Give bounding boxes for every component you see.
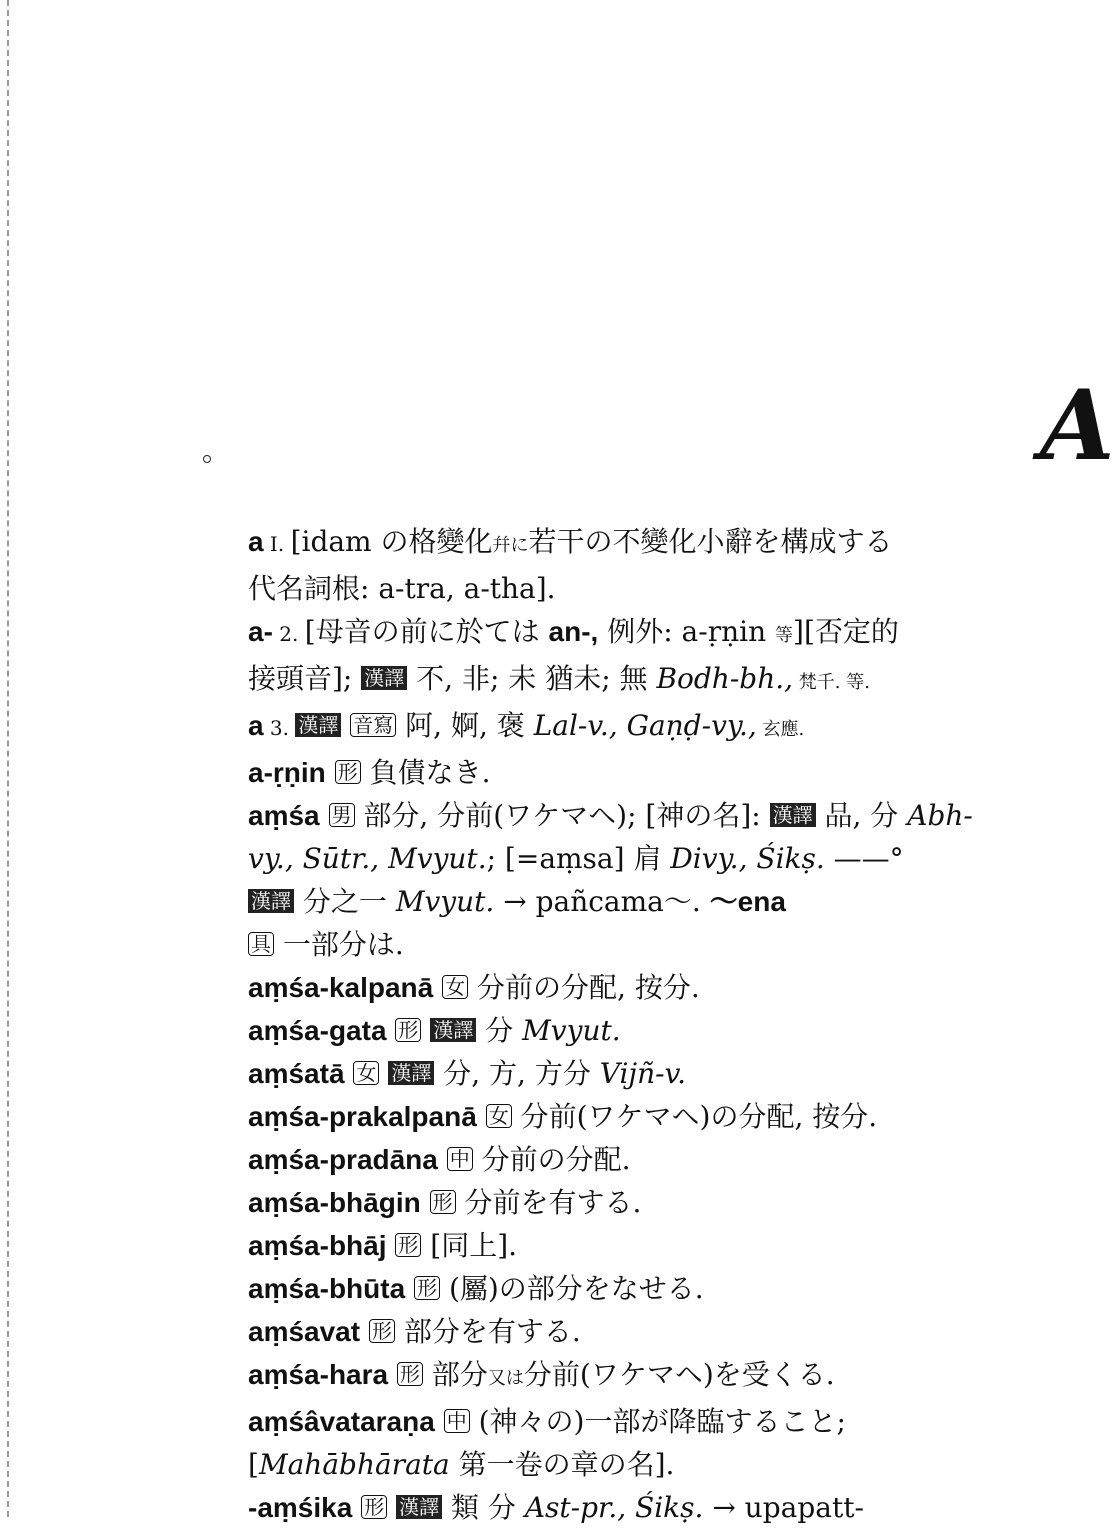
translation-tag: 漢譯 <box>295 713 341 737</box>
definition-text: ——° <box>824 842 904 875</box>
entry-line <box>248 1400 1063 1443</box>
definition-text <box>421 1014 430 1047</box>
entry-line <box>248 1486 1063 1529</box>
headword: a- <box>248 616 273 647</box>
citation: Mvyut. <box>522 1014 621 1047</box>
citation: vy., Sūtr., Mvyut. <box>248 842 487 875</box>
definition-text: 類 分 <box>442 1491 525 1524</box>
headword: a <box>248 710 264 741</box>
entry-line <box>248 1181 1063 1224</box>
grammar-tag: 形 <box>430 1190 456 1214</box>
dictionary-entry <box>248 1181 1063 1224</box>
citation: Vijñ-v. <box>599 1057 686 1090</box>
translation-tag: 漢譯 <box>770 803 816 827</box>
grammar-tag: 男 <box>329 803 355 827</box>
definition-text: 例外: a-ṛṇin <box>598 615 776 648</box>
entry-line <box>248 751 1063 794</box>
definition-text: 負債なき. <box>360 756 491 789</box>
definition-text: 接頭音]; <box>248 662 362 695</box>
translation-tag: 漢譯 <box>430 1018 476 1042</box>
entry-line <box>248 1095 1063 1138</box>
headword: aṃśavat <box>248 1316 361 1347</box>
entry-line <box>248 610 1063 657</box>
small-note: 玄應. <box>756 719 805 740</box>
headword: aṃśa-bhāj <box>248 1230 387 1261</box>
definition-text <box>379 1057 388 1090</box>
grammar-tag: 形 <box>395 1018 421 1042</box>
citation: Ast-pr., Śikṣ. <box>524 1491 704 1524</box>
definition-text: → upapatt- <box>703 1491 864 1524</box>
citation: Mahābhārata <box>258 1448 450 1481</box>
headword: aṃśa-kalpanā <box>248 972 434 1003</box>
sense-number: I. <box>263 532 291 556</box>
definition-text: 第一卷の章の名]. <box>449 1448 675 1481</box>
entry-line <box>248 1443 1063 1486</box>
headword: an-, <box>548 616 599 647</box>
headword: aṃśatā <box>248 1058 345 1089</box>
dictionary-entry <box>248 1138 1063 1181</box>
small-note: 梵千. 等. <box>793 672 870 693</box>
citation: Lal-v., Gaṇḍ-vy., <box>533 709 757 742</box>
headword: aṃśa-bhāgin <box>248 1187 421 1218</box>
definition-text: [idam の格變化 <box>290 525 493 558</box>
grammar-tag: 形 <box>369 1319 395 1343</box>
citation: Mvyut. <box>395 885 495 918</box>
definition-text <box>433 971 442 1004</box>
headword: aṃśa-bhūta <box>248 1273 406 1304</box>
grammar-tag: 形 <box>414 1276 440 1300</box>
definition-text <box>421 1186 430 1219</box>
headword: a <box>248 526 264 557</box>
dictionary-entry <box>248 520 1063 610</box>
entry-line <box>248 567 1063 610</box>
citation: Bodh-bh., <box>656 662 794 695</box>
definition-text: [母音の前に於ては <box>304 615 549 648</box>
headword: aṃśa <box>248 800 320 831</box>
entry-line <box>248 837 1063 880</box>
small-note: 等 <box>775 625 794 646</box>
definition-text: 部分を有する. <box>395 1315 581 1348</box>
definition-text <box>477 1100 486 1133</box>
definition-text <box>320 799 329 832</box>
grammar-tag: 形 <box>361 1495 387 1519</box>
grammar-tag: 女 <box>353 1061 379 1085</box>
definition-text: 阿, 婀, 褒 <box>396 709 534 742</box>
definition-text <box>435 1405 444 1438</box>
definition-text: → pañcama〜. <box>494 885 710 918</box>
entry-line <box>248 1267 1063 1310</box>
grammar-tag: 中 <box>447 1147 473 1171</box>
grammar-tag: 女 <box>486 1104 512 1128</box>
dictionary-entry <box>248 704 1063 751</box>
grammar-tag: 具 <box>248 932 274 956</box>
citation: Divy., Śikṣ. <box>670 842 825 875</box>
definition-text <box>352 1491 361 1524</box>
dictionary-entry <box>248 1224 1063 1267</box>
headword: a-ṛṇin <box>248 757 326 788</box>
entry-line <box>248 704 1063 751</box>
definition-text <box>388 1358 397 1391</box>
dictionary-entry <box>248 1052 1063 1095</box>
dictionary-entry <box>248 794 1063 966</box>
dictionary-entry <box>248 1310 1063 1353</box>
definition-text: (屬)の部分をなせる. <box>440 1272 704 1305</box>
headword: -aṃśika <box>248 1492 353 1523</box>
citation: Abh- <box>907 799 973 832</box>
definition-text: 部分, 分前(ワケマヘ); [神の名]: <box>354 799 770 832</box>
page-margin-line <box>7 0 9 1517</box>
definition-text: 部分 <box>423 1358 488 1391</box>
headword: 〜ena <box>709 886 786 917</box>
translation-tag: 漢譯 <box>361 666 407 690</box>
definition-text <box>387 1491 396 1524</box>
definition-text <box>405 1272 414 1305</box>
entry-line <box>248 657 1063 704</box>
entry-line <box>248 1310 1063 1353</box>
definition-text: 不, 非; 未 猶未; 無 <box>407 662 657 695</box>
translation-tag: 漢譯 <box>396 1495 442 1519</box>
entry-line <box>248 1009 1063 1052</box>
definition-text: 分 <box>476 1014 523 1047</box>
definition-text: 代名詞根: a-tra, a-tha]. <box>248 572 556 605</box>
dictionary-entry <box>248 1009 1063 1052</box>
dictionary-entry <box>248 751 1063 794</box>
grammar-tag: 形 <box>395 1233 421 1257</box>
small-note: 幷に <box>492 535 529 556</box>
headword: aṃśa-gata <box>248 1015 387 1046</box>
definition-text <box>341 709 350 742</box>
grammar-tag: 形 <box>397 1362 423 1386</box>
definition-text <box>360 1315 369 1348</box>
grammar-tag: 形 <box>335 760 361 784</box>
headword: aṃśa-pradāna <box>248 1144 438 1175</box>
sense-number: 3. <box>263 716 296 740</box>
ornament-dot <box>203 455 211 463</box>
entry-line <box>248 1224 1063 1267</box>
small-note: 又は <box>487 1368 524 1389</box>
definition-text: ; [=aṃsa] 肩 <box>486 842 671 875</box>
definition-text: 分, 方, 方分 <box>434 1057 600 1090</box>
definition-text: 分前を有する. <box>455 1186 642 1219</box>
headword: aṃśâvataraṇa <box>248 1406 435 1437</box>
dictionary-entry <box>248 1486 1063 1524</box>
definition-text: 分前の分配, 按分. <box>468 971 700 1004</box>
definition-text: 分前(ワケマヘ)を受くる. <box>523 1358 835 1391</box>
entry-line <box>251 923 1063 966</box>
definition-text <box>387 1014 396 1047</box>
definition-text: 一部分は. <box>274 928 404 961</box>
entry-line <box>248 1138 1063 1181</box>
entry-line <box>248 1353 1063 1400</box>
definition-text <box>438 1143 447 1176</box>
definition-text: ][否定的 <box>793 615 899 648</box>
definition-text: [ <box>248 1448 259 1481</box>
headword: aṃśa-hara <box>248 1359 389 1390</box>
sense-number: 2. <box>272 622 305 646</box>
dictionary-entry <box>248 1267 1063 1310</box>
section-letter: A <box>1040 369 1114 482</box>
definition-text: (神々の)一部が降臨すること; <box>469 1405 846 1438</box>
definition-text: 若干の不變化小辭を構成する <box>528 525 893 558</box>
entry-line <box>248 966 1063 1009</box>
grammar-tag: 音寫 <box>350 713 396 737</box>
definition-text: [同上]. <box>421 1229 518 1262</box>
definition-text: 分前の分配. <box>472 1143 631 1176</box>
dictionary-entries <box>248 520 1063 1524</box>
entry-line <box>248 520 1063 567</box>
entry-line <box>248 794 1063 837</box>
grammar-tag: 中 <box>444 1409 470 1433</box>
definition-text <box>345 1057 354 1090</box>
entry-line <box>248 1052 1063 1095</box>
translation-tag: 漢譯 <box>388 1061 434 1085</box>
headword: aṃśa-prakalpanā <box>248 1101 477 1132</box>
definition-text: 分之一 <box>294 885 396 918</box>
dictionary-entry <box>248 1353 1063 1400</box>
definition-text <box>326 756 335 789</box>
definition-text: 品, 分 <box>815 799 908 832</box>
definition-text: 分前(ワケマヘ)の分配, 按分. <box>511 1100 878 1133</box>
dictionary-entry <box>248 1095 1063 1138</box>
translation-tag: 漢譯 <box>248 889 294 913</box>
grammar-tag: 女 <box>442 975 468 999</box>
entry-line <box>251 880 1063 923</box>
dictionary-entry <box>248 966 1063 1009</box>
dictionary-entry <box>248 1400 1063 1486</box>
definition-text <box>387 1229 396 1262</box>
dictionary-entry <box>248 610 1063 704</box>
